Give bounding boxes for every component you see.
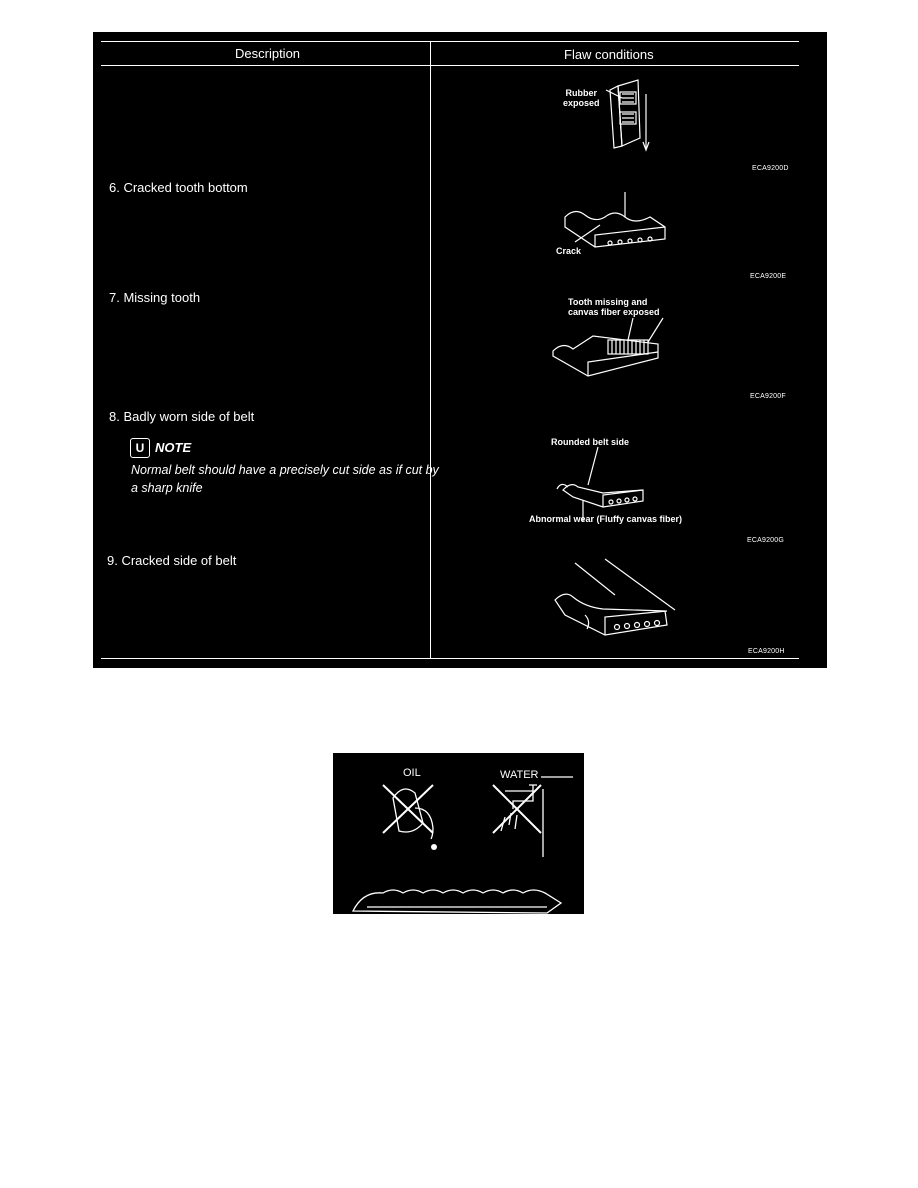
worn-side-figure [543, 445, 673, 525]
row-title-missing-tooth: 7. Missing tooth [109, 290, 201, 305]
water-label: WATER [500, 769, 539, 781]
figure-code: ECA9200F [750, 393, 786, 400]
flaw-table [93, 32, 827, 668]
callout-crack: Crack [556, 246, 582, 256]
note-hand-icon: U [130, 438, 150, 458]
header-flaw-conditions: Flaw conditions [564, 47, 654, 62]
callout-abnormal-wear: Abnormal wear (Fluffy canvas fiber) [529, 514, 683, 524]
table-top-rule [101, 41, 799, 42]
callout-tooth-missing-text: Tooth missing and canvas fiber exposed [568, 297, 660, 317]
callout-rubber-exposed [563, 88, 600, 108]
note-label: NOTE [155, 440, 192, 455]
callout-rubber-text: Rubber exposed [563, 88, 600, 108]
missing-tooth-figure [548, 316, 678, 381]
note-text: Normal belt should have a precisely cut side as if cut by a sharp knife [131, 463, 439, 495]
figure-code: ECA9200H [748, 648, 785, 655]
oil-water-warning-figure [333, 753, 584, 914]
rubber-exposed-figure [588, 78, 668, 158]
oil-label: OIL [403, 767, 421, 779]
callout-tooth-missing [568, 297, 660, 317]
header-description: Description [235, 46, 301, 61]
figure-code: ECA9200D [752, 165, 789, 172]
timing-belt-icon [353, 890, 561, 913]
table-header-rule [101, 65, 799, 66]
oil-water-illustration [333, 753, 584, 914]
oil-can-icon [393, 789, 423, 832]
row-title-cracked-side: 9. Cracked side of belt [107, 553, 237, 568]
cracked-side-figure [545, 555, 680, 640]
figure-code: ECA9200E [750, 273, 787, 280]
row-title-cracked-tooth-bottom: 6. Cracked tooth bottom [109, 180, 248, 195]
callout-rounded-belt-side: Rounded belt side [551, 437, 630, 447]
table-bottom-rule [101, 658, 799, 659]
table-column-divider [430, 41, 431, 659]
row-title-badly-worn-side: 8. Badly worn side of belt [109, 409, 255, 424]
figure-code: ECA9200G [747, 537, 785, 544]
